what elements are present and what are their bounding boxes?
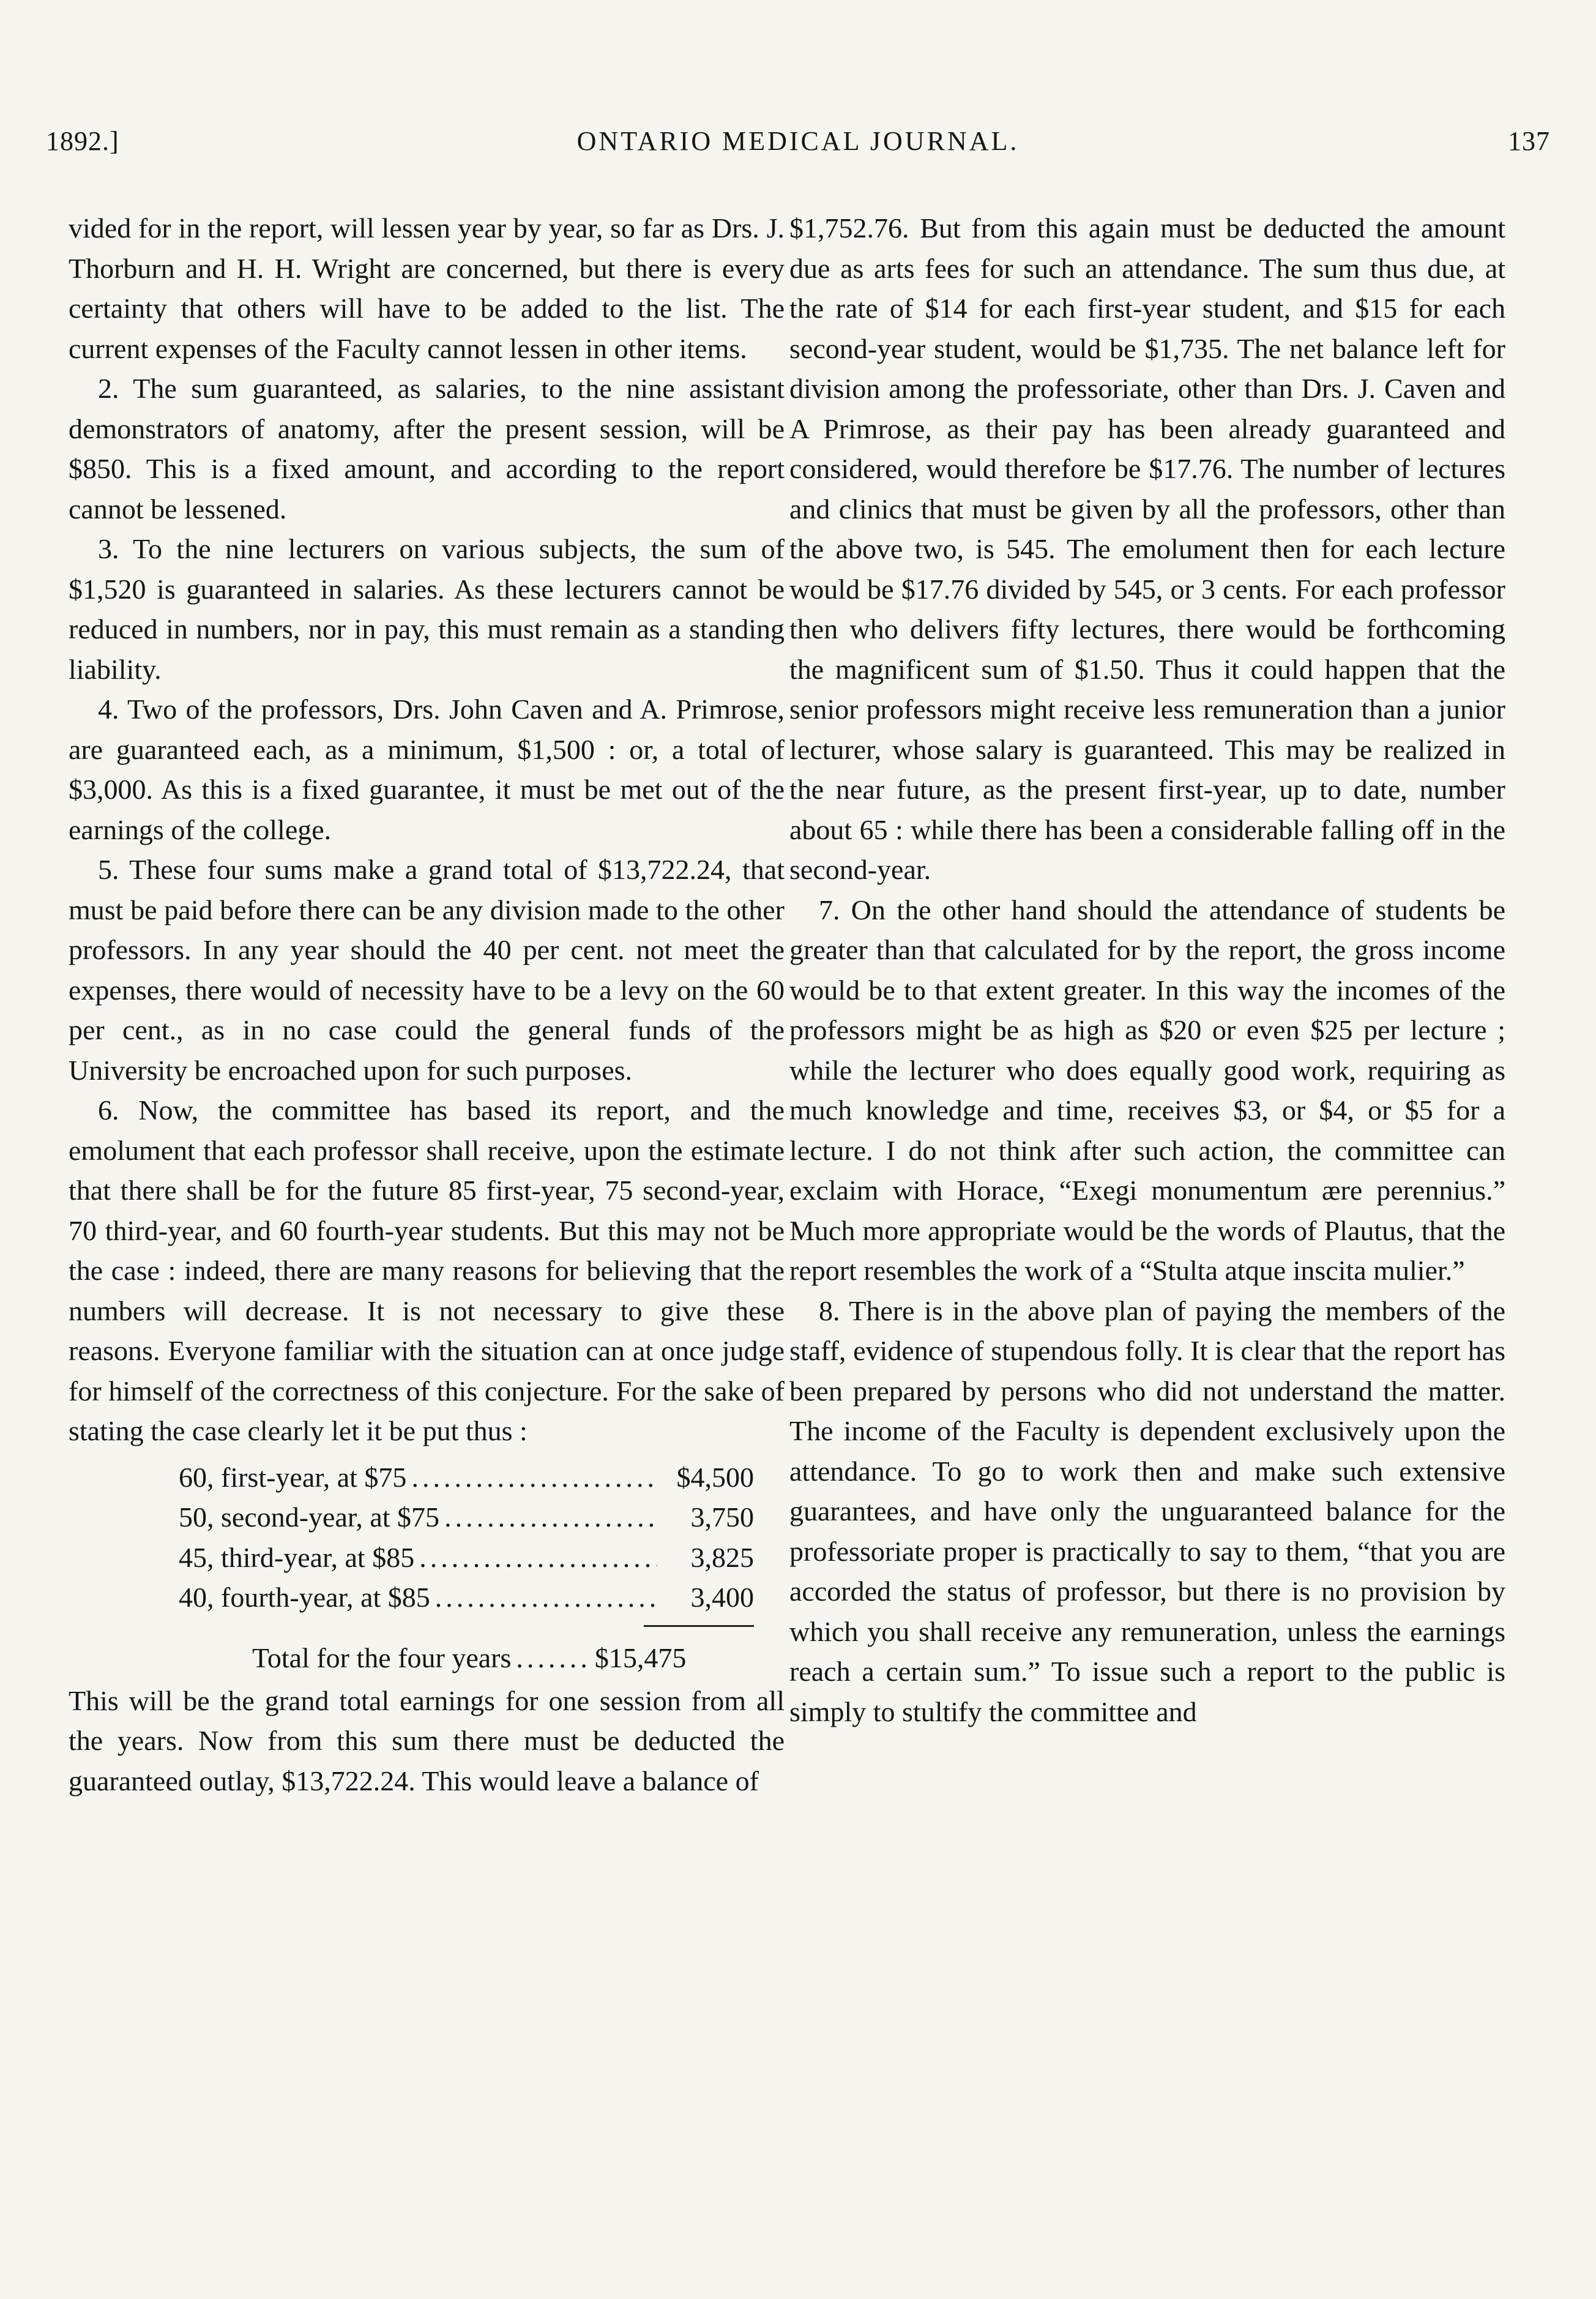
row-label: 45, third-year, at $85 [179, 1541, 415, 1573]
total-label: Total for the four years [252, 1642, 512, 1673]
table-row [179, 1538, 754, 1578]
paragraph-7-section: 7. On the other hand should the attendance of students be greater than that calculated for by the report, the gross income would be to that extent greater. In this way the incomes of the professors might be as high as $20 or even $25 per lecture ; while the lecturer who does equally good work, requiring as much knowledge and time, receives $3, or $4, or $5 for a lecture. I do not think after such action, the committee can exclaim with Horace, “Exegi monumentum ære perennius.” Much more appropriate would be the words of Plautus, that the report resembles the work of a “Stulta atque inscita mulier.” [789, 894, 1505, 1286]
header-year: 1892.] [46, 126, 119, 156]
row-amount: $4,500 [676, 1461, 754, 1493]
row-amount: 3,825 [690, 1541, 754, 1573]
leader-dots [516, 1638, 589, 1678]
leader-dots [411, 1457, 657, 1498]
row-label: 40, fourth-year, at $85 [179, 1582, 430, 1613]
paragraph-8-section: 8. There is in the above plan of paying the members of the staff, evidence of stupendous folly. It is clear that the report has been prepared by persons who did not understand the matter. The income of the Faculty is dependent exclusively upon the attendance. To go to work then and make such extensive guarantees, and have only the unguaranteed balance for the professoriate proper is practically to say to them, “that you are accorded the status of professor, but there is no provision by which you shall receive any remuneration, unless the earnings reach a certain sum.” To issue such a report to the public is simply to stultify the committee and [789, 1295, 1505, 1727]
total-amount: $15,475 [594, 1642, 687, 1673]
leader-dots [444, 1497, 657, 1538]
sum-rule [644, 1625, 754, 1638]
paragraph-7: This will be the grand total earnings for one session from all the years. Now from this sum there must be deducted the guaranteed outlay, $13,722.24. This would leave a balance of [69, 1684, 785, 1796]
paragraph-3: 3. To the nine lecturers on various subjects, the sum of $1,520 is guaranteed in salaries. As these lecturers cannot be reduced in numbers, nor in pay, this must remain as a standing liability. [69, 533, 785, 685]
paragraph-2: 2. The sum guaranteed, as salaries, to the nine assistant demonstrators of anatomy, after the present session, will be $850. This is a fixed amount, and according to the report cannot be lessened. [69, 373, 785, 525]
table-row [179, 1577, 754, 1618]
journal-title: ONTARIO MEDICAL JOURNAL. [576, 126, 1020, 156]
row-amount: 3,750 [690, 1501, 754, 1533]
leader-dots [435, 1577, 657, 1618]
earnings-table [69, 1457, 785, 1681]
table-row [179, 1457, 754, 1498]
paragraph-6: 6. Now, the committee has based its report, and the emolument that each professor shall receive, upon the estimate that there shall be for the future 85 first-year, 75 second-year, 70 third-year, and 60 fourth-year students. But this may not be the case : indeed, there are many reasons for believing that the numbers will decrease. It is not necessary to give these reasons. Everyone familiar with the situation can at once judge for himself of the correctness of this conjecture. For the sake of stating the case clearly let it be put thus : [69, 1094, 785, 1446]
table-total-row [179, 1638, 864, 1681]
paragraph-continued: $1,752.76. But from this again must be deducted the amount due as arts fees for such an attendance. The sum thus due, at the rate of $14 for each first-year student, and $15 for each second-year student, would be $1,735. The net balance left for division among the professoriate, other than Drs. J. Caven and A Primrose, as their pay has been already guaranteed and considered, would therefore be $17.76. The number of lectures and clinics that must be given by all the professors, other than the above two, is 545. The emolument then for each lecture would be $17.76 divided by 545, or 3 cents. For each professor then who delivers fifty lectures, there would be forthcoming the magnificent sum of $1.50. Thus it could happen that the senior professors might receive less remuneration than a junior lecturer, whose salary is guaranteed. This may be realized in the near future, as the present first-year, up to date, number about 65 : while there has been a considerable falling off in the second-year. [789, 212, 1505, 885]
paragraph-continued: vided for in the report, will lessen year by year, so far as Drs. J. Thorburn and H. H. Wright are concerned, but there is every certainty that others will have to be added to the list. The current expenses of the Faculty cannot lessen in other items. [69, 212, 785, 364]
running-head [46, 125, 1550, 168]
paragraph-4: 4. Two of the professors, Drs. John Caven and A. Primrose, are guaranteed each, as a minimum, $1,500 : or, a total of $3,000. As this is a fixed guarantee, it must be met out of the earnings of the college. [69, 693, 785, 845]
paragraph-5: 5. These four sums make a grand total of $13,722.24, that must be paid before there can be any division made to the other professors. In any year should the 40 per cent. not meet the expenses, there would of necessity have to be a levy on the 60 per cent., as in no case could the general funds of the University be encroached upon for such purposes. [69, 854, 785, 1086]
row-amount: 3,400 [690, 1582, 754, 1613]
leader-dots [419, 1538, 657, 1578]
row-label: 60, first-year, at $75 [179, 1461, 407, 1493]
right-column [789, 208, 1505, 1732]
row-label: 50, second-year, at $75 [179, 1501, 440, 1533]
left-column [69, 208, 785, 1801]
page-number: 137 [1508, 126, 1550, 156]
table-row [179, 1497, 754, 1538]
